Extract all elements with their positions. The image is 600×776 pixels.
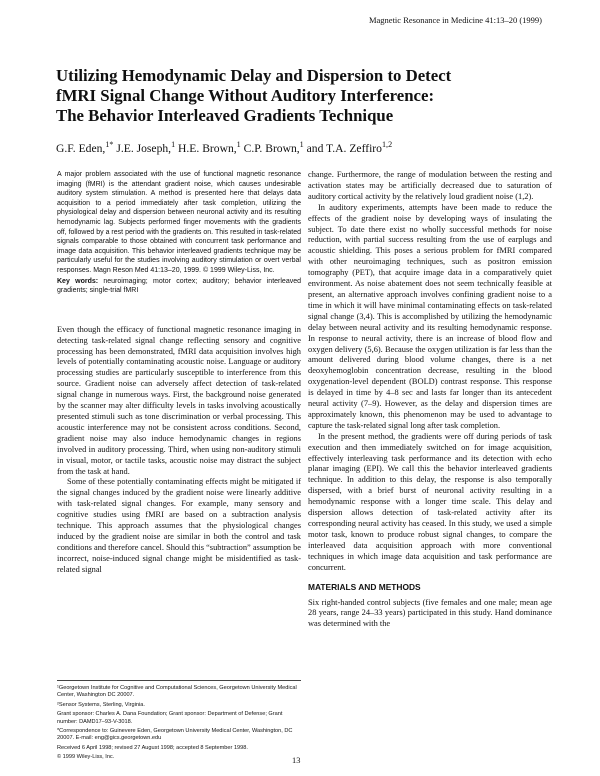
- left-column: [57, 170, 301, 576]
- author-name: C.P. Brown,: [240, 142, 300, 155]
- title-line: The Behavior Interleaved Gradients Technique: [56, 106, 394, 125]
- author-affiliation-mark: 1: [236, 140, 241, 150]
- footnote: *Correspondence to: Guinevere Eden, Georgetown University Medical Center, Washington, DC 20007. E-mail: eng@gics.georgetown.edu: [57, 728, 293, 742]
- paragraph: Even though the efficacy of functional magnetic resonance imaging in detecting task-related signal change reflecting sensory and cognitive processing has been demonstrated, fMRI data acquisition involves high levels of potentially contaminating acoustic noise. Language or auditory processing studies are particularly susceptible to interference from this source. Gradient noise can adversely affect detection of task-related signal change in numerous ways. First, the background noise generated by the scanner may alter difficulty levels in tasks involving acoustically presented stimuli such as tone discrimination or verbal processing. This acoustic interference may not be consistent across conditions. Second, gradient noise may also induce hemodynamic changes in regions involved in auditory processing. Third, when using non-auditory stimuli in visual, motor, or tactile tasks, acoustic noise may distract the subject from the task at hand.: [57, 324, 301, 476]
- author-name: J.E. Joseph,: [113, 142, 172, 155]
- footnote: ¹Georgetown Institute for Cognitive and Computational Sciences, Georgetown University Medical Center, Washington DC 20007.: [57, 685, 297, 699]
- author-name: G.F. Eden,: [56, 142, 106, 155]
- title-line: fMRI Signal Change Without Auditory Interference:: [56, 86, 435, 105]
- introduction-continued: [308, 170, 552, 574]
- keywords-label: Key words:: [57, 277, 99, 285]
- paragraph: Some of these potentially contaminating effects might be mitigated if the signal changes induced by the gradient noise were linearly additive with task-related signal changes. For example, many sensory and cognitive studies using fMRI are based on a subtraction analysis technique. This approach assumes that the physiological changes induced by the gradient noise are similar in both the control and task conditions and therefore cancel. Should this “subtraction” assumption be incorrect, noise-induced signal change might be misidentified as task-related signal: [57, 477, 301, 574]
- abstract-text: A major problem associated with the use of functional magnetic resonance imaging (fMRI) is the attendant gradient noise, which causes undesirable auditory system stimulation. A method is presented here that delays data acquisition to a period immediately after task completion, utilizing the physiological delay and dispersion between neuronal activity and its resulting hemodynamic lag. Subjects performed finger movements with the gradients off, followed by a rest period with the gradients on. This resulted in task-related signals comparable to those obtained with concurrent task performance and image data acquisition. This behavior interleaved gradients technique may be particularly useful for the studies involving auditory stimulation or overt verbal responses.: [57, 171, 301, 274]
- methods-text: [308, 598, 552, 631]
- footnote: ²Sensor Systems, Sterling, Virginia.: [57, 701, 145, 708]
- abstract: [57, 170, 301, 296]
- paragraph: In auditory experiments, attempts have been made to reduce the effects of the gradient noise by developing ways of insulating the subject. To date there exist no wholly successful methods for noise reduction, with partial success resulting from the use of earplugs and acoustic shielding. This poses a serious problem for fMRI compared with other neuroimaging techniques, such as positron emission tomography (PET), that acquire image data in a comparatively quiet environment. As noise abatement does not seem technically feasible at present, an alternative approach involves confining gradient noise to a time in which it will have minimal contaminating effects on task-related signal change (3,4). This is accomplished by utilizing the hemodynamic delay between neural activity and its resulting hemodynamic response. In response to neural activity, there is an increase of blood flow and oxygen delivery (5,6). Because the oxygen utilization is far less than the amount delivered during blood volume changes, there is a net deoxyhemoglobin concentration decrease, resulting in the blood oxygenation-level dependent (BOLD) contrast response. This response is delayed in time by 4–8 sec and lasts far longer than its antecedent neural activity (7–9). However, as the delay and dispersion times are approximately known, this phenomenon may be used to advantage to capture the task-related signal long after task completion.: [308, 202, 552, 430]
- author-affiliation-mark: 1: [171, 140, 176, 150]
- paragraph: In the present method, the gradients were off during periods of task execution and then immediately switched on for image acquisition, effectively interleaving task performance and its detection with echo planar imaging (EPI). We call this the behavior interleaved gradients technique. In addition to this delay, the response is also temporally dispersed, with a brief burst of neuronal activity resulting in a hemodynamic response with a longer time scale. This delay and dispersion allows detection of task-related activity after its corresponding neural activity has ceased. In this study, we used a simple motor task, known to produce robust signal changes, to compare the interleaved data acquisition approach with more conventional techniques in which image data acquisition and task performance are concurrent.: [308, 431, 552, 572]
- right-column: [308, 170, 552, 630]
- article-title: [56, 66, 556, 126]
- author-affiliation-mark: 1,2: [381, 140, 393, 150]
- keywords: [57, 277, 301, 296]
- abstract-citation: Magn Reson Med 41:13–20, 1999. © 1999 Wiley-Liss, Inc.: [93, 266, 275, 274]
- page-number: 13: [292, 756, 301, 765]
- author-name: H.E. Brown,: [175, 142, 237, 155]
- author-list: [56, 142, 556, 155]
- title-line: Utilizing Hemodynamic Delay and Dispersion to Detect: [56, 66, 452, 85]
- paragraph: Six right-handed control subjects (five females and one male; mean age 28 years, range 24–33 years) participated in this study. Hand dominance was determined with the: [308, 597, 552, 629]
- author-affiliation-mark: 1*: [105, 140, 114, 150]
- footnote: Received 6 April 1998; revised 27 August 1998; accepted 8 September 1998.: [57, 744, 248, 751]
- author-name: and T.A. Zeffiro: [303, 142, 382, 155]
- section-heading: MATERIALS AND METHODS: [308, 581, 421, 592]
- keywords-list: neuroimaging; motor cortex; auditory; behavior interleaved gradients; single-trial fMRI: [57, 277, 302, 295]
- footnote: © 1999 Wiley-Liss, Inc.: [57, 754, 115, 761]
- paragraph: change. Furthermore, the range of modulation between the resting and activation states may be artificially decreased due to saturation of auditory cortical activity by the relatively loud gradient noise (1,2).: [308, 170, 552, 201]
- journal-header: Magnetic Resonance in Medicine 41:13–20 (1999): [368, 15, 542, 25]
- introduction: [57, 325, 301, 576]
- footnotes: [57, 680, 301, 764]
- footnote: Grant sponsor: Charles A. Dana Foundation; Grant sponsor: Department of Defense; Grant number: DAMD17–93-V-3018.: [57, 711, 283, 725]
- author-affiliation-mark: 1: [299, 140, 304, 150]
